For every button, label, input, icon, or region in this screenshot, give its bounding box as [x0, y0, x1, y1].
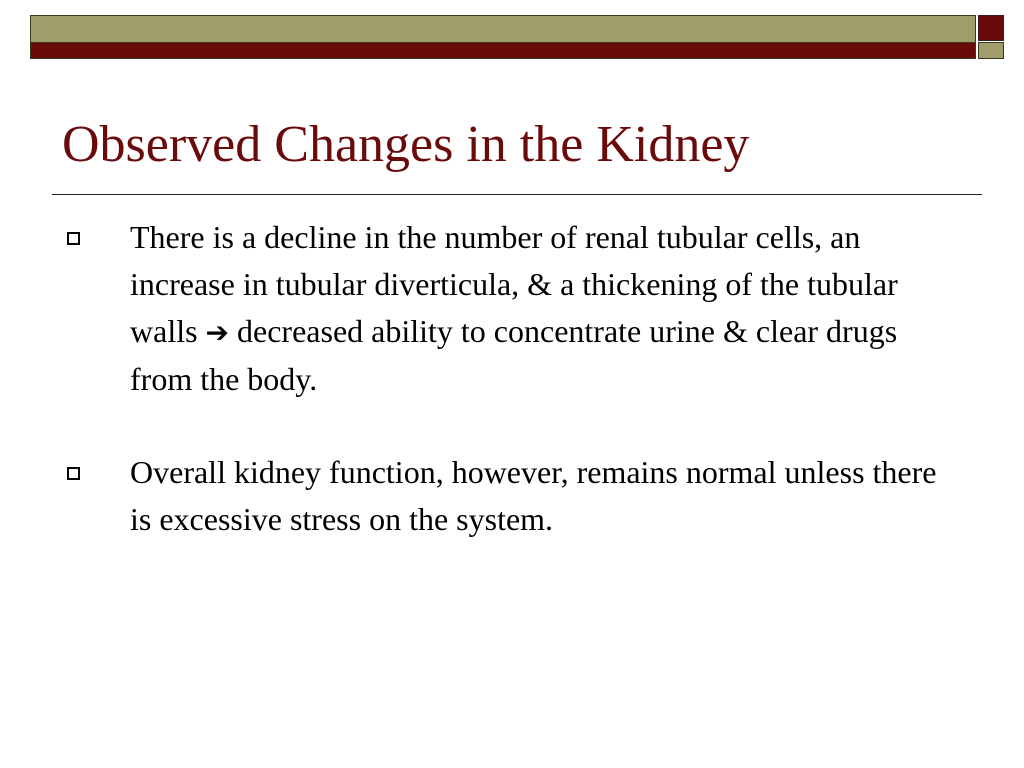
title-divider [52, 194, 982, 195]
header-olive-stripe [31, 16, 975, 43]
corner-maroon-square [978, 15, 1004, 41]
bullet-text-part-2: decreased ability to concentrate urine & clear drugs from the body. [130, 313, 898, 397]
bullet-text-part-1: There is a decline in the number of renal tubular cells, an increase in tubular diverticula, & a thickening of the tubular walls [130, 219, 898, 349]
corner-olive-square [978, 42, 1004, 59]
bullet-item-kidney-decline [62, 214, 962, 403]
bullet-list [62, 214, 962, 589]
header-decoration-band [30, 15, 976, 59]
hollow-square-bullet-icon [67, 232, 80, 245]
header-maroon-stripe [31, 43, 975, 59]
bullet-text: Overall kidney function, however, remains normal unless there is excessive stress on the system. [130, 454, 937, 537]
bullet-item-kidney-function [62, 449, 962, 543]
hollow-square-bullet-icon [67, 467, 80, 480]
slide-title: Observed Changes in the Kidney [62, 116, 750, 173]
right-arrow-icon: ➔ [205, 316, 230, 349]
